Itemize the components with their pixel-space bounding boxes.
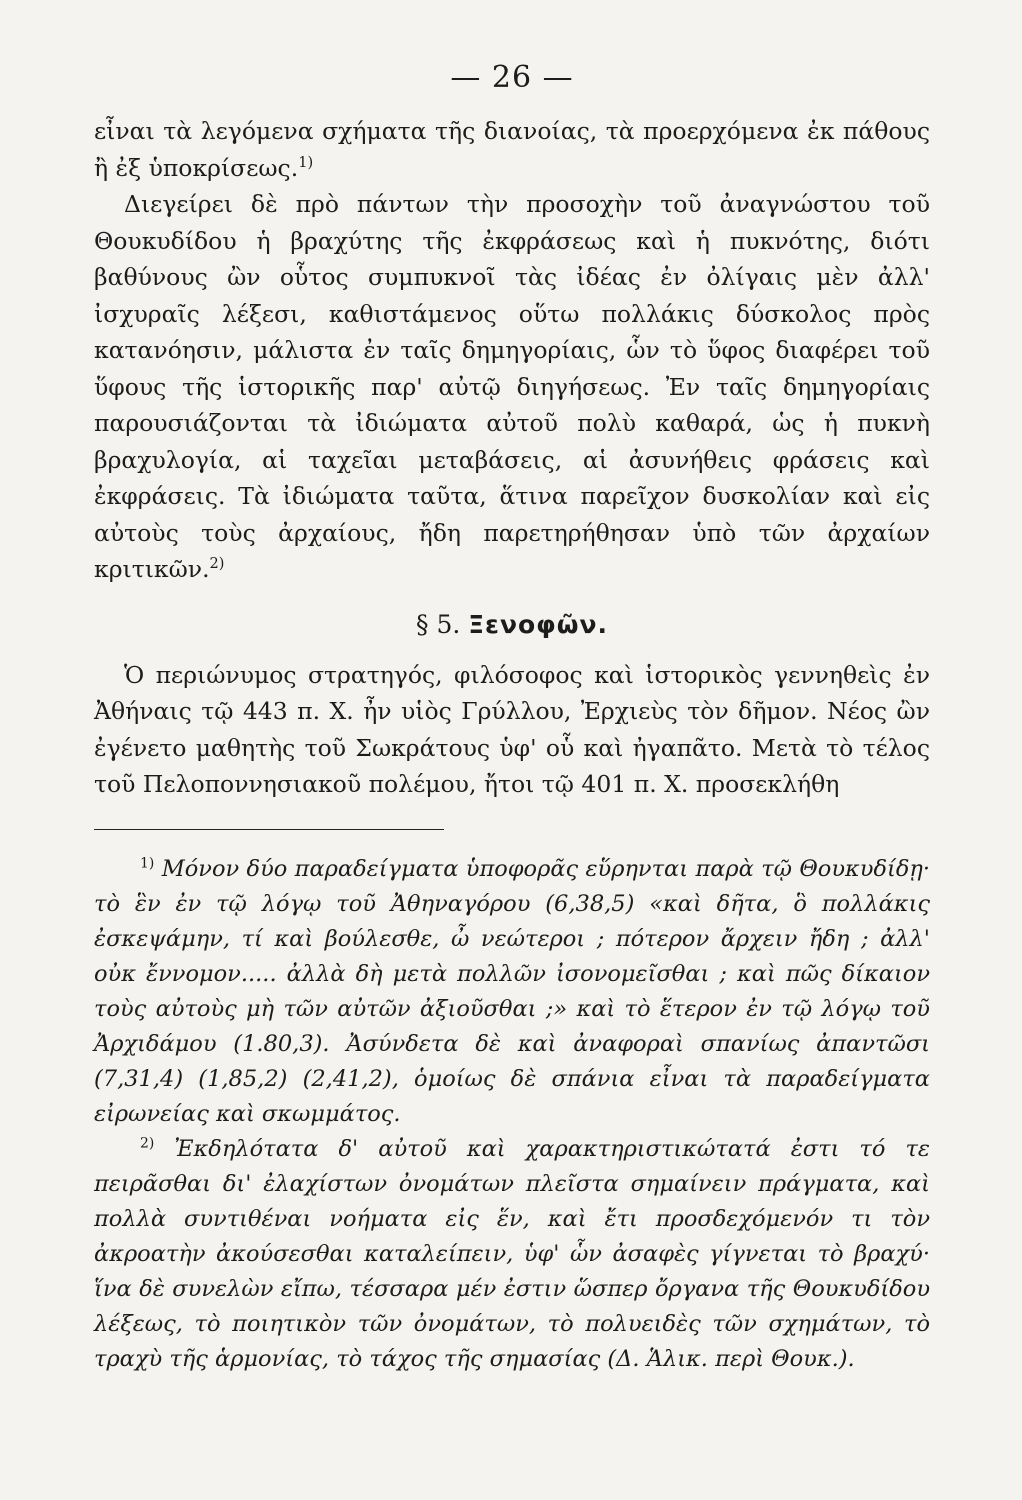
footnote-1	[94, 852, 930, 1132]
paragraph-1	[94, 113, 930, 186]
footnote-ref-1: 1)	[298, 153, 314, 171]
footnote-divider	[94, 829, 444, 830]
footnote-1-text: Μόνον δύο παραδείγματα ὑποφορᾶς εὕρηνται παρὰ τῷ Θουκυδίδῃ· τὸ ἓν ἐν τῷ λόγῳ τοῦ Ἀθηναγόρου (6,38,5) «καὶ δῆτα, ὃ πολλάκις ἐσκεψάμην, τί καὶ βούλεσθε, ὦ νεώτεροι ; πότερον ἄρχειν ἤδη ; ἀλλ' οὐκ ἔννομον..... ἀλλὰ δὴ μετὰ πολλῶν ἰσονομεῖσθαι ; καὶ πῶς δίκαιον τοὺς αὐτοὺς μὴ τῶν αὐτῶν ἀξιοῦσθαι ;» καὶ τὸ ἕτερον ἐν τῷ λόγῳ τοῦ Ἀρχιδάμου (1.80,3). Ἀσύνδετα δὲ καὶ ἀναφοραὶ σπανίως ἀπαντῶσι (7,31,4) (1,85,2) (2,41,2), ὁμοίως δὲ σπάνια εἶναι τὰ παραδείγματα εἰρωνείας καὶ σκωμμάτος.	[94, 855, 931, 1127]
footnote-1-marker: 1)	[140, 855, 155, 871]
section-title: Ξενοφῶν.	[468, 609, 608, 639]
footnote-ref-2: 2)	[209, 555, 225, 573]
page-number: — 26 —	[450, 60, 574, 95]
footnote-2-text: Ἐκδηλότατα δ' αὐτοῦ καὶ χαρακτηριστικώτατά ἐστι τό τε πειρᾶσθαι δι' ἐλαχίστων ὀνομάτων πλεῖστα σημαίνειν πράγματα, καὶ πολλὰ συντιθέναι νοήματα εἰς ἕν, καὶ ἔτι προσδεχόμενόν τι τὸν ἀκροατὴν ἀκούσεσθαι καταλείπειν, ὑφ' ὧν ἀσαφὲς γίγνεται τὸ βραχύ· ἵνα δὲ συνελὼν εἴπω, τέσσαρα μέν ἐστιν ὥσπερ ὄργανα τῆς Θουκυδίδου λέξεως, τὸ ποιητικὸν τῶν ὀνομάτων, τὸ πολυειδὲς τῶν σχημάτων, τὸ τραχὺ τῆς ἁρμονίας, τὸ τάχος τῆς σημασίας (Δ. Ἁλικ. περὶ Θουκ.).	[94, 1135, 930, 1372]
section-heading	[94, 610, 930, 639]
paragraph-2-text: Διεγείρει δὲ πρὸ πάντων τὴν προσοχὴν τοῦ ἀναγνώστου τοῦ Θουκυδίδου ἡ βραχύτης τῆς ἐκφράσεως καὶ ἡ πυκνότης, διότι βαθύνους ὢν οὗτος συμπυκνοῖ τὰς ἰδέας ἐν ὀλίγαις μὲν ἀλλ' ἰσχυραῖς λέξεσι, καθιστάμενος οὕτω πολλάκις δύσκολος πρὸς κατανόησιν, μάλιστα ἐν ταῖς δημηγορίαις, ὧν τὸ ὕφος διαφέρει τοῦ ὕφους τῆς ἱστορικῆς παρ' αὐτῷ διηγήσεως. Ἐν ταῖς δημηγορίαις παρουσιάζονται τὰ ἰδιώματα αὐτοῦ πολὺ καθαρά, ὡς ἡ πυκνὴ βραχυλογία, αἱ ταχεῖαι μεταβάσεις, αἱ ἀσυνήθεις φράσεις καὶ ἐκφράσεις. Τὰ ἰδιώματα ταῦτα, ἅτινα παρεῖχον δυσκολίαν καὶ εἰς αὐτοὺς τοὺς ἀρχαίους, ἤδη παρετηρήθησαν ὑπὸ τῶν ἀρχαίων κριτικῶν.	[94, 190, 930, 583]
section-number: § 5.	[416, 609, 461, 639]
paragraph-1-text: εἶναι τὰ λεγόμενα σχήματα τῆς διανοίας, τὰ προερχόμενα ἐκ πάθους ἢ ἐξ ὑποκρίσεως.	[94, 117, 930, 182]
footnote-2	[94, 1132, 930, 1377]
section-paragraph: Ὁ περιώνυμος στρατηγός, φιλόσοφος καὶ ἱστορικὸς γεννηθεὶς ἐν Ἀθήναις τῷ 443 π. Χ. ἦν υἱὸς Γρύλλου, Ἐρχιεὺς τὸν δῆμον. Νέος ὢν ἐγένετο μαθητὴς τοῦ Σωκράτους ὑφ' οὗ καὶ ἠγαπᾶτο. Μετὰ τὸ τέλος τοῦ Πελοποννησιακοῦ πολέμου, ἤτοι τῷ 401 π. Χ. προσεκλήθη	[94, 660, 930, 798]
footnote-2-marker: 2)	[140, 1135, 155, 1151]
section-text	[94, 657, 930, 803]
main-text	[94, 113, 930, 588]
paragraph-2	[94, 186, 930, 588]
footnotes	[94, 852, 930, 1377]
